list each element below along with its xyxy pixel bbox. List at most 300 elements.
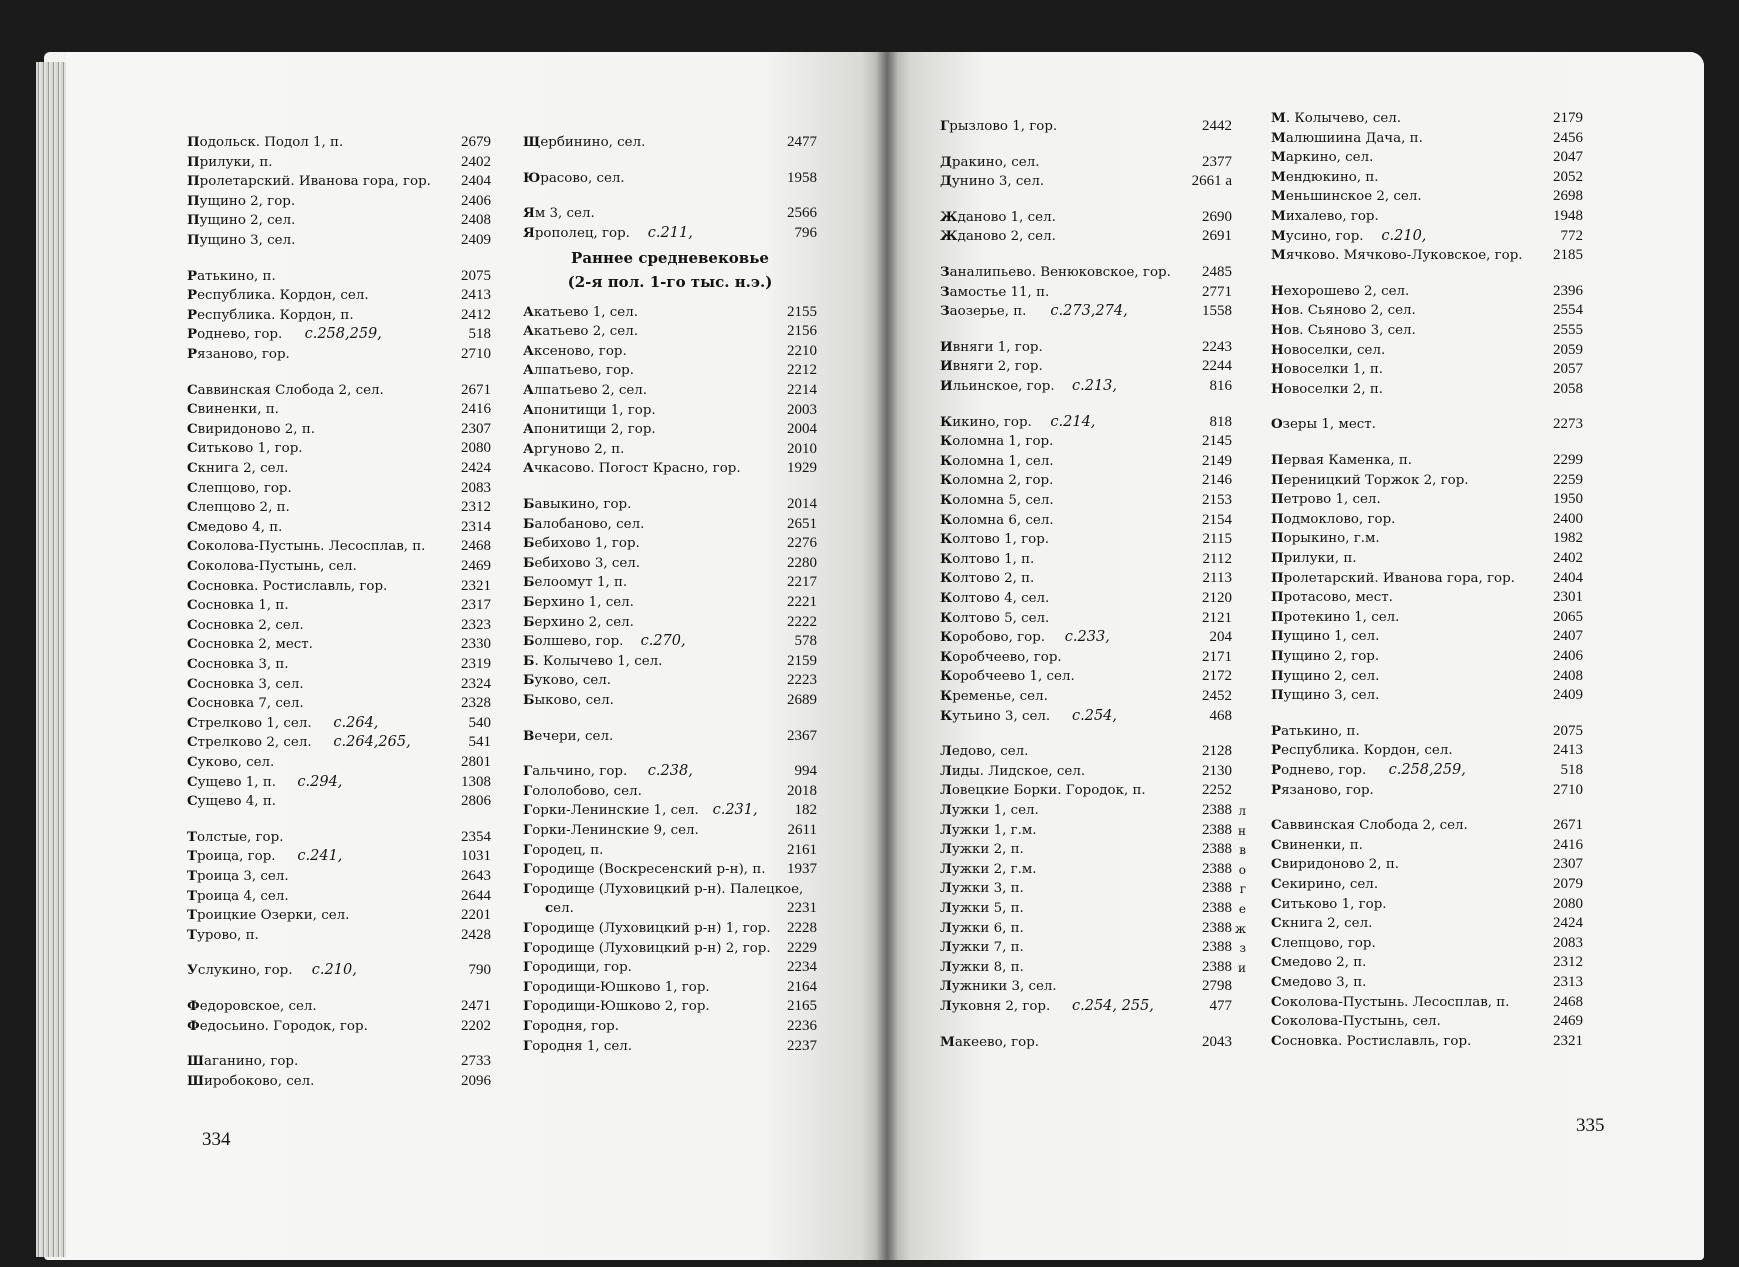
entry-number: 2115 <box>1202 531 1232 548</box>
entry-name: Соколова-Пустынь, сел. <box>1271 1013 1441 1030</box>
index-entry <box>1271 740 1583 760</box>
entry-number: 1982 <box>1553 530 1583 547</box>
entry-number: 2377 <box>1202 153 1232 170</box>
entry-number: 2047 <box>1553 149 1583 166</box>
entry-name: Рязаново, гор. <box>187 346 290 362</box>
entry-name: Смедово 3, п. <box>1271 974 1367 990</box>
entry-name: Дракино, сел. <box>940 153 1040 170</box>
entry-name: Переницкий Торжок 2, гор. <box>1271 471 1469 488</box>
index-entry <box>523 400 817 420</box>
entry-number: 2679 <box>461 134 491 150</box>
index-entry <box>187 380 491 400</box>
entry-name: Щербинино, сел. <box>523 134 646 150</box>
entry-number: 2185 <box>1553 247 1583 264</box>
entry-number: 2075 <box>461 267 491 284</box>
entry-number: 1948 <box>1553 208 1583 224</box>
entry-suffix: в <box>1239 843 1246 858</box>
entry-suffix: з <box>1239 941 1246 956</box>
index-entry <box>187 791 491 811</box>
index-entry <box>187 191 491 211</box>
entry-number: 2149 <box>1202 452 1232 469</box>
entry-page-ref: с.254, <box>1072 707 1118 724</box>
entry-page-ref: с.264,265, <box>333 734 411 751</box>
index-entry <box>1271 685 1583 705</box>
entry-number: 1031 <box>461 848 491 865</box>
right-page <box>886 52 1704 1260</box>
index-entry <box>1271 300 1583 320</box>
entry-name: Шаганино, гор. <box>187 1053 299 1070</box>
entry-number: 2710 <box>461 346 491 362</box>
index-entry <box>187 497 491 517</box>
index-entry <box>1271 894 1583 914</box>
entry-name: Свиридоново 2, п. <box>187 420 315 437</box>
entry-name: М. Колычево, сел. <box>1271 110 1402 126</box>
index-entry <box>1271 206 1583 226</box>
entry-number: 468 <box>1209 707 1232 724</box>
entry-number: 2202 <box>461 1017 491 1034</box>
index-entry <box>523 494 817 514</box>
entry-number: 2671 <box>461 381 491 398</box>
entry-name: Секирино, сел. <box>1271 876 1379 892</box>
entry-name: Колтово 1, гор. <box>940 531 1050 548</box>
entry-name: Аксеново, гор. <box>523 342 627 359</box>
entry-number: 2057 <box>1553 361 1583 378</box>
index-entry <box>1271 245 1583 265</box>
index-entry <box>940 761 1232 781</box>
entry-number: 2402 <box>461 153 491 170</box>
entry-number: 2244 <box>1202 358 1232 375</box>
entry-name: Болшево, гор. <box>523 633 624 650</box>
entry-name: Бавыкино, гор. <box>523 496 632 512</box>
entry-number: 2456 <box>1553 129 1583 146</box>
index-entry <box>1271 933 1583 953</box>
entry-number: 2611 <box>787 822 817 838</box>
entry-number: 1937 <box>787 861 817 878</box>
index-entry <box>940 937 1246 957</box>
entry-number: 818 <box>1209 413 1232 430</box>
entry-number: 2096 <box>461 1072 491 1089</box>
entry-name: Новоселки 1, п. <box>1271 361 1384 378</box>
entry-number: 2112 <box>1202 550 1232 567</box>
entry-number: 2156 <box>787 323 817 340</box>
entry-name: Городище (Луховицкий р-н) 2, гор. <box>523 939 771 956</box>
entry-number: 2413 <box>461 287 491 304</box>
entry-number: 2643 <box>461 868 491 884</box>
index-entry <box>187 478 491 498</box>
index-entry <box>1271 489 1583 509</box>
index-entry <box>187 266 491 286</box>
entry-name: Новоселки, сел. <box>1271 341 1386 358</box>
entry-number: 2469 <box>1553 1013 1583 1030</box>
entry-name: Смедово 4, п. <box>187 518 283 535</box>
entry-name: Жданово 1, сел. <box>940 208 1056 225</box>
index-entry <box>523 631 817 651</box>
index-entry <box>940 490 1232 510</box>
index-entry <box>1271 666 1583 686</box>
entry-page-ref: с.231, <box>712 802 758 819</box>
entry-number: 2644 <box>461 887 491 904</box>
entry-name: Ивняги 1, гор. <box>940 338 1043 355</box>
entry-number: 2171 <box>1202 648 1232 665</box>
index-entry <box>187 1071 491 1091</box>
entry-name: Сосновка 3, п. <box>187 656 289 672</box>
entry-number: 1308 <box>461 773 491 790</box>
entry-number: 790 <box>468 962 491 979</box>
entry-page-ref: с.241, <box>297 848 343 865</box>
entry-name: Пущино 2, сел. <box>1271 667 1380 684</box>
entry-number: 2555 <box>1553 322 1583 338</box>
entry-name: Петрово 1, сел. <box>1271 491 1381 508</box>
entry-name: Бебихово 3, сел. <box>523 554 641 571</box>
index-entry <box>940 451 1232 471</box>
entry-number: 796 <box>794 224 817 241</box>
entry-name: Рязаново, гор. <box>1271 781 1374 798</box>
entry-name: Лужки 2, п. <box>940 841 1024 858</box>
entry-name: Ярополец, гор. <box>523 224 630 241</box>
entry-name: Мусино, гор. <box>1271 227 1364 244</box>
index-entry <box>940 301 1232 321</box>
index-entry <box>187 419 491 439</box>
index-entry <box>187 713 491 733</box>
entry-name: Первая Каменка, п. <box>1271 452 1413 468</box>
entry-number: 2690 <box>1202 208 1232 225</box>
index-entry <box>1271 1031 1583 1051</box>
entry-page-ref: с.233, <box>1064 629 1110 646</box>
entry-number: 518 <box>1560 762 1583 778</box>
entry-name: Мендюкино, п. <box>1271 168 1379 185</box>
entry-page-ref: с.210, <box>1381 227 1427 244</box>
index-entry <box>187 399 491 419</box>
entry-name: Сосновка 2, мест. <box>187 636 313 653</box>
index-entry <box>940 666 1232 686</box>
entry-name: Стрелково 1, сел. <box>187 714 312 731</box>
entry-name: Вечери, сел. <box>523 727 614 744</box>
entry-name: Городищи, гор. <box>523 959 632 976</box>
index-entry <box>187 996 491 1016</box>
entry-name: Лужки 5, п. <box>940 900 1024 916</box>
index-entry <box>940 800 1246 820</box>
entry-number: 2128 <box>1202 743 1232 760</box>
entry-number: 2259 <box>1553 471 1583 488</box>
entry-name: Подмоклово, гор. <box>1271 510 1396 527</box>
entry-name: Коломна 2, гор. <box>940 472 1054 489</box>
entry-number: 2388 <box>1202 900 1232 916</box>
entry-number: 2075 <box>1553 722 1583 739</box>
entry-name: Пущино 3, сел. <box>1271 687 1380 704</box>
entry-number: 2388 <box>1202 919 1232 936</box>
index-entry <box>187 654 491 674</box>
entry-number: 2651 <box>787 515 817 532</box>
entry-name: Ивняги 2, гор. <box>940 358 1043 375</box>
index-entry <box>1271 1011 1583 1031</box>
entry-number: 2145 <box>1202 433 1232 450</box>
entry-name: Саввинская Слобода 2, сел. <box>187 381 384 398</box>
entry-suffix: о <box>1238 862 1246 877</box>
entry-name: Лужки 1, г.м. <box>940 821 1037 838</box>
entry-number: 2312 <box>1553 954 1583 971</box>
entry-name: Гололобово, сел. <box>523 782 642 799</box>
index-entry <box>187 595 491 615</box>
entry-name: Колтово 1, п. <box>940 550 1035 567</box>
left-page <box>66 52 886 1260</box>
entry-number: 182 <box>794 802 817 819</box>
entry-number: 2468 <box>1553 993 1583 1010</box>
entry-name: Апонитищи 1, гор. <box>523 401 656 418</box>
entry-number: 2231 <box>787 900 817 917</box>
index-entry <box>940 1032 1232 1052</box>
index-entry <box>940 859 1246 879</box>
index-entry <box>940 337 1232 357</box>
entry-name: Берхино 1, сел. <box>523 594 634 610</box>
entry-number: 772 <box>1560 227 1583 244</box>
entry-number: 2388 <box>1202 821 1232 838</box>
entry-name: Троица 4, сел. <box>187 887 289 904</box>
index-entry <box>940 412 1232 432</box>
entry-number: 2179 <box>1553 110 1583 126</box>
entry-number: 2408 <box>1553 667 1583 684</box>
index-entry <box>1271 780 1583 800</box>
entry-number: 2237 <box>787 1037 817 1054</box>
entry-name: Мячково. Мячково-Луковское, гор. <box>1271 247 1523 264</box>
index-entry <box>187 210 491 230</box>
entry-name: Коломна 1, гор. <box>940 433 1054 450</box>
index-entry <box>1271 414 1583 434</box>
index-entry <box>523 439 817 459</box>
index-entry <box>523 419 817 439</box>
entry-name: Кутьино 3, сел. <box>940 707 1051 724</box>
index-entry <box>940 282 1232 302</box>
entry-name: Городня 1, сел. <box>523 1037 633 1054</box>
index-entry <box>1271 167 1583 187</box>
entry-number: 2210 <box>787 342 817 359</box>
entry-name: Суково, сел. <box>187 754 275 770</box>
page-block-edge <box>36 62 66 1257</box>
entry-name: Пущино 3, сел. <box>187 232 296 248</box>
index-entry <box>523 223 817 243</box>
entry-number: 994 <box>794 763 817 780</box>
index-entry <box>523 879 817 899</box>
entry-page-ref: с.264, <box>333 714 379 731</box>
entry-page-ref: с.294, <box>297 773 343 790</box>
entry-name: Колтово 4, сел. <box>940 590 1050 606</box>
index-entry <box>523 458 817 478</box>
entry-number: 2161 <box>787 841 817 858</box>
entry-name: Макеево, гор. <box>940 1033 1040 1050</box>
entry-number: 1558 <box>1202 303 1232 320</box>
entry-number: 2321 <box>1553 1032 1583 1049</box>
index-entry <box>940 431 1232 451</box>
entry-number: 2317 <box>461 597 491 614</box>
entry-number: 518 <box>468 326 491 343</box>
entry-number: 2155 <box>787 303 817 320</box>
entry-number: 2252 <box>1202 782 1232 799</box>
index-entry <box>940 510 1232 530</box>
index-entry <box>1271 626 1583 646</box>
entry-number: 2319 <box>461 656 491 672</box>
index-entry <box>1271 147 1583 167</box>
entry-number: 2402 <box>1553 550 1583 566</box>
entry-name: Ачкасово. Погост Красно, гор. <box>523 460 741 477</box>
entry-name: Городище (Луховицкий р-н). Палецкое, <box>523 880 804 897</box>
index-entry <box>523 977 817 997</box>
index-entry <box>187 556 491 576</box>
entry-name: Лужки 3, п. <box>940 880 1024 897</box>
entry-name: Слепцово, гор. <box>1271 934 1376 951</box>
index-entry <box>523 1036 817 1056</box>
index-entry <box>523 514 817 534</box>
entry-name: Аргуново 2, п. <box>523 440 625 457</box>
entry-name: Городище (Воскресенский р-н), п. <box>523 861 766 878</box>
entry-number: 2221 <box>787 594 817 610</box>
index-entry <box>523 996 817 1016</box>
index-entry <box>187 344 491 364</box>
index-entry <box>523 302 817 322</box>
index-entry <box>187 152 491 172</box>
entry-name: Республика. Кордон, сел. <box>187 287 369 304</box>
index-entry <box>940 376 1232 396</box>
entry-number: 2130 <box>1202 762 1232 779</box>
entry-number: 1958 <box>787 169 817 186</box>
entry-number: 2324 <box>461 675 491 692</box>
index-entry <box>1271 450 1583 470</box>
index-entry <box>940 529 1232 549</box>
index-entry <box>1271 186 1583 206</box>
entry-number: 2214 <box>787 382 817 398</box>
entry-name: Горки-Ленинские 1, сел. <box>523 802 699 819</box>
entry-number: 2400 <box>1553 510 1583 527</box>
entry-suffix: ж <box>1234 921 1246 936</box>
entry-name: Гальчино, гор. <box>523 763 628 780</box>
entry-name: Прилуки, п. <box>1271 550 1357 566</box>
entry-name: Нов. Сьяново 3, сел. <box>1271 322 1416 338</box>
entry-number: 2388 <box>1202 958 1232 975</box>
entry-number: 2798 <box>1202 978 1232 995</box>
index-entry <box>523 533 817 553</box>
entry-number: 1929 <box>787 460 817 477</box>
entry-name: Заозерье, п. <box>940 303 1027 320</box>
entry-name: Подольск. Подол 1, п. <box>187 134 344 150</box>
entry-number: 2223 <box>787 672 817 689</box>
index-entry <box>523 360 817 380</box>
entry-name: Ловецкие Борки. Городок, п. <box>940 782 1146 799</box>
entry-name: Федосьино. Городок, гор. <box>187 1017 368 1034</box>
index-entry <box>187 1016 491 1036</box>
book-gutter <box>876 52 898 1260</box>
entry-number: 2388 <box>1202 841 1232 858</box>
index-entry <box>1271 470 1583 490</box>
entry-number: 2273 <box>1553 416 1583 433</box>
index-entry <box>1271 607 1583 627</box>
entry-name: Дунино 3, сел. <box>940 173 1045 190</box>
index-entry <box>940 957 1246 977</box>
entry-number: 2299 <box>1553 452 1583 468</box>
entry-name: Заналипьево. Венюковское, гор. <box>940 264 1171 280</box>
entry-number: 2406 <box>1553 648 1583 664</box>
entry-number: 2354 <box>461 828 491 845</box>
entry-name: Маркино, сел. <box>1271 149 1374 166</box>
entry-name: Бебихово 1, гор. <box>523 535 640 552</box>
entry-page-ref: с.258,259, <box>1388 762 1466 778</box>
entry-number: 2120 <box>1202 590 1232 606</box>
entry-name: Алпатьево, гор. <box>523 362 634 379</box>
entry-number: 2554 <box>1553 302 1583 319</box>
entry-number: 2229 <box>787 939 817 956</box>
entry-number: 2406 <box>461 192 491 209</box>
entry-number: 2080 <box>1553 895 1583 912</box>
index-entry <box>1271 379 1583 399</box>
index-entry <box>187 1051 491 1071</box>
index-entry <box>187 772 491 792</box>
index-entry <box>1271 281 1583 301</box>
entry-name: Саввинская Слобода 2, сел. <box>1271 817 1468 834</box>
entry-number: 2276 <box>787 535 817 552</box>
index-entry <box>523 820 817 840</box>
entry-name: Ратькино, п. <box>1271 722 1360 739</box>
entry-name: Берхино 2, сел. <box>523 613 634 630</box>
entry-name: Троицкие Озерки, сел. <box>187 907 350 924</box>
index-entry <box>940 741 1232 761</box>
entry-number: 2065 <box>1553 608 1583 625</box>
entry-name: Горки-Ленинские 9, сел. <box>523 822 699 838</box>
entry-name: Акатьево 2, сел. <box>523 323 638 340</box>
entry-name: Городищи-Юшково 1, гор. <box>523 978 710 995</box>
entry-name: Б. Колычево 1, сел. <box>523 652 663 669</box>
index-entry <box>187 886 491 906</box>
entry-name: Городец, п. <box>523 841 604 858</box>
entry-name: Лиды. Лидское, сел. <box>940 762 1086 779</box>
entry-page-ref: с.258,259, <box>304 326 382 343</box>
index-entry <box>523 761 817 781</box>
entry-number: 2043 <box>1202 1033 1232 1050</box>
entry-number: 2330 <box>461 636 491 653</box>
index-entry <box>187 132 491 152</box>
entry-name: Сосновка 3, сел. <box>187 675 304 692</box>
entry-number: 816 <box>1209 378 1232 394</box>
entry-number: 2801 <box>461 754 491 770</box>
index-entry <box>1271 340 1583 360</box>
index-entry <box>187 324 491 344</box>
index-entry <box>1271 815 1583 835</box>
entry-name: Алпатьево 2, сел. <box>523 382 648 398</box>
entry-name: Сущево 4, п. <box>187 793 276 810</box>
entry-number: 2413 <box>1553 742 1583 759</box>
entry-name: Троица 3, сел. <box>187 868 289 884</box>
entry-number: 2698 <box>1553 188 1583 205</box>
entry-name: Свиридоново 2, п. <box>1271 856 1399 873</box>
entry-name: Лужки 8, п. <box>940 958 1024 975</box>
entry-name: Озеры 1, мест. <box>1271 416 1376 433</box>
index-entry <box>187 536 491 556</box>
entry-number: 2172 <box>1202 668 1232 685</box>
index-entry <box>1271 320 1583 340</box>
index-entry <box>187 615 491 635</box>
entry-name: Соколова-Пустынь. Лесосплав, п. <box>187 538 426 555</box>
index-entry <box>1271 587 1583 607</box>
entry-number: 2052 <box>1553 168 1583 185</box>
index-entry <box>523 938 817 958</box>
index-entry <box>523 572 817 592</box>
entry-name: Скнига 2, сел. <box>1271 915 1373 932</box>
index-entry <box>940 568 1232 588</box>
entry-number: 2083 <box>1553 934 1583 951</box>
index-entry <box>523 132 817 152</box>
entry-number: 2409 <box>1553 687 1583 704</box>
entry-number: 2121 <box>1202 609 1232 626</box>
entry-number: 2328 <box>461 695 491 712</box>
entry-page-ref: с.254, 255, <box>1072 998 1154 1014</box>
entry-name: Сосновка. Ростиславль, гор. <box>187 577 388 594</box>
entry-name: Широбоково, сел. <box>187 1072 315 1089</box>
